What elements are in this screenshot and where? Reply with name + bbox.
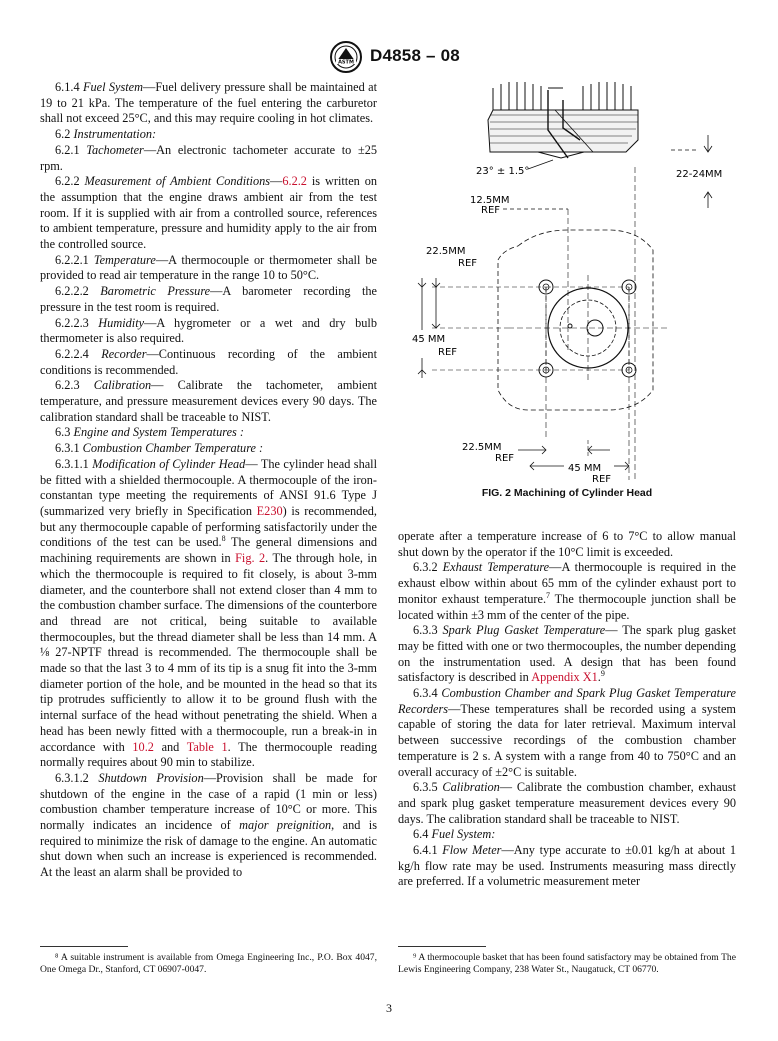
paragraph-6-2: 6.2 Instrumentation:	[55, 127, 157, 142]
dim-22-5-top-ref: REF	[458, 258, 478, 269]
paragraph-6-2-1: 6.2.1 Tachometer—An electronic tachometer accurate to ±25 rpm.	[40, 142, 377, 173]
angle-label: 23° ± 1.5°	[476, 166, 530, 177]
paragraph-6-3-2: 6.3.2 Exhaust Temperature—A thermocouple is required in the exhaust elbow within about 65 mm of the cylinder exhaust port to monitor exhaust temperature.$^7$ The thermocouple junction shall be located within ±3 mm of the center of the pipe.	[398, 560, 736, 622]
head-cross-section	[488, 82, 638, 158]
paragraph-6-2-2-2: 6.2.2.2 Barometric Pressure—A barometer recording the pressure in the test room is required.	[40, 284, 377, 314]
footnote-rule-right	[398, 946, 486, 947]
footnote-9: ⁹ A thermocouple basket that has been found satisfactory may be obtained from The Lewis Engineering Company, 238 Water St., Naugatuck, CT 06770.	[398, 952, 736, 975]
dim-22-5-bot-ref: REF	[495, 453, 515, 464]
footnote-8: ⁸ A suitable instrument is available from Omega Engineering Inc., P.O. Box 4047, One Omega Dr., Stanford, CT 06907-0047.	[40, 952, 377, 975]
right-column	[398, 529, 736, 890]
spec-e230-link[interactable]: E230	[256, 503, 283, 518]
dim-12-5-ref: REF	[481, 205, 501, 216]
dim-45-bot-ref: REF	[592, 474, 612, 483]
dim-45-left-ref: REF	[438, 347, 458, 358]
table-1-link[interactable]: Table 1	[186, 739, 228, 754]
appendix-x1-link[interactable]: Appendix X1	[531, 670, 598, 685]
svg-text:ASTM: ASTM	[338, 59, 354, 66]
paragraph-6-2-2-1: 6.2.2.1 Temperature—A thermocouple or thermometer shall be provided to read air temperature in the range 10 to 50°C.	[40, 252, 377, 283]
paragraph-6-4: 6.4 Fuel System:	[413, 827, 496, 842]
paragraph-6-3-1-1: 6.3.1.1 Modification of Cylinder Head— The cylinder head shall be fitted with a shielded thermocouple. A thermocouple of the iron-constantan type meeting the requirements of ANSI 91.6 Type J (summarized very briefly in Specification E230) is recommended, but any thermocouple capable of performing satisfactorily under the conditions of the test can be used.$^8$ The general dimensions and machining requirements are shown in Fig. 2. The through hole, in which the thermocouple is required to fit closely, is about 3-mm diameter, and the counterbore shall not extend closer than 4 mm to the combustion chamber surface. The dimensions of the counterbore and thread are not critical, being suitable to available thermocouples, but the thread diameter shall be less than 14 mm. A ⅛ 27-NPTF thread is recommended. The thermocouple shall be made so that the last 3 to 4 mm of its tip is a snug fit into the 3-mm diameter portion of the hole, and be mounted in the head so that its tip protrudes sufficiently to allow it to be ground flush with the internal surface of the head without penetrating the shield. When a head has been newly fitted with a thermocouple, run a break-in in accordance with 10.2 and Table 1. The thermocouple reading normally requires about 90 min to stabilize.	[40, 456, 378, 770]
paragraph-6-2-3: 6.2.3 Calibration— Calibrate the tachometer, ambient temperature, and pressure measurement devices every 90 days. The calibration standard shall be traceable to NIST.	[40, 378, 378, 424]
paragraph-6-3-4: 6.3.4 Combustion Chamber and Spark Plug Gasket Temperature Recorders—These temperatures shall be recorded using a system capable of storing the data for later retrieval. Maximum interval between successive recordings of the combustion chamber temperature is 2 s. A system with a range from 40 to 750°C and an overall accuracy of ±2°C is suitable.	[398, 686, 737, 779]
document-id: D4858 – 08	[370, 46, 460, 65]
paragraph-6-1-4: 6.1.4 Fuel System—Fuel delivery pressure shall be maintained at 19 to 21 kPa. The temperature of the fuel entering the carburetor shall not exceed 25°C, and this may require cooling in hot climates.	[40, 80, 377, 126]
paragraph-6-2-2: 6.2.2 Measurement of Ambient Conditions—6.2.2 is written on the assumption that the engine draws ambient air from the test room. If it is supplied with air from a controlled source, references to ambient temperature, pressure and humidity apply to the air from the controlled source.	[40, 174, 378, 252]
paragraph-6-3-5: 6.3.5 Calibration— Calibrate the combustion chamber, exhaust and spark plug gasket temperature measurement devices every 90 days. The calibration standard shall be traceable to NIST.	[398, 780, 736, 826]
page-number: 3	[386, 1001, 392, 1015]
paragraph-6-3-1: 6.3.1 Combustion Chamber Temperature :	[55, 441, 264, 456]
machining-plate	[498, 230, 668, 480]
dim-12-5-label: 12.5MM	[470, 195, 510, 206]
section-6-2-2-link[interactable]: 6.2.2	[282, 174, 307, 189]
dim-45-bot-label: 45 MM	[568, 463, 602, 474]
page-header	[0, 40, 778, 76]
figure-caption: FIG. 2 Machining of Cylinder Head	[481, 487, 653, 499]
dim-22-24-label: 22-24MM	[676, 169, 723, 180]
paragraph-6-3-1-2: 6.3.1.2 Shutdown Provision—Provision shall be made for shutdown of the engine in the case of a rapid (1 min or less) combustion chamber temperature increase of 10°C or more. This normally indicates an incidence of major preignition, and is required to minimize the risk of damage to the engine. An automatic shut down when such an increase is experienced is recommended. At the least an alarm shall be provided to	[40, 770, 378, 880]
fig-2-link[interactable]: Fig. 2	[235, 551, 266, 566]
astm-logo-icon	[328, 40, 364, 74]
dim-22-5-bot-label: 22.5MM	[462, 442, 502, 453]
footnote-rule-left	[40, 946, 128, 947]
dim-22-5-top-label: 22.5MM	[426, 246, 466, 257]
dim-45-left-label: 45 MM	[412, 334, 446, 345]
paragraph-6-3-3: 6.3.3 Spark Plug Gasket Temperature— The spark plug gasket may be fitted with one or two thermocouples, the number depending on the instrumentation used. A design that has been found satisfactory is described in Appendix X1.$^9$	[398, 623, 736, 685]
paragraph-6-4-1: 6.4.1 Flow Meter—Any type accurate to ±0.01 kg/h at about 1 kg/h flow rate may be used. Instruments measuring mass directly are preferred. If a volumetric measurement meter	[398, 843, 737, 889]
left-column	[40, 80, 377, 881]
paragraph-continuation: operate after a temperature increase of 6 to 7°C to allow manual shut down by the operator if the 10°C limit is exceeded.	[398, 529, 736, 559]
section-10-2-link[interactable]: 10.2	[132, 739, 154, 754]
paragraph-6-2-2-4: 6.2.2.4 Recorder—Continuous recording of the ambient conditions is recommended.	[40, 346, 377, 377]
paragraph-6-3: 6.3 Engine and System Temperatures :	[55, 425, 244, 440]
paragraph-6-2-2-3: 6.2.2.3 Humidity—A hygrometer or a wet and dry bulb thermometer is also required.	[40, 315, 377, 346]
cylinder-head-figure	[398, 80, 738, 483]
